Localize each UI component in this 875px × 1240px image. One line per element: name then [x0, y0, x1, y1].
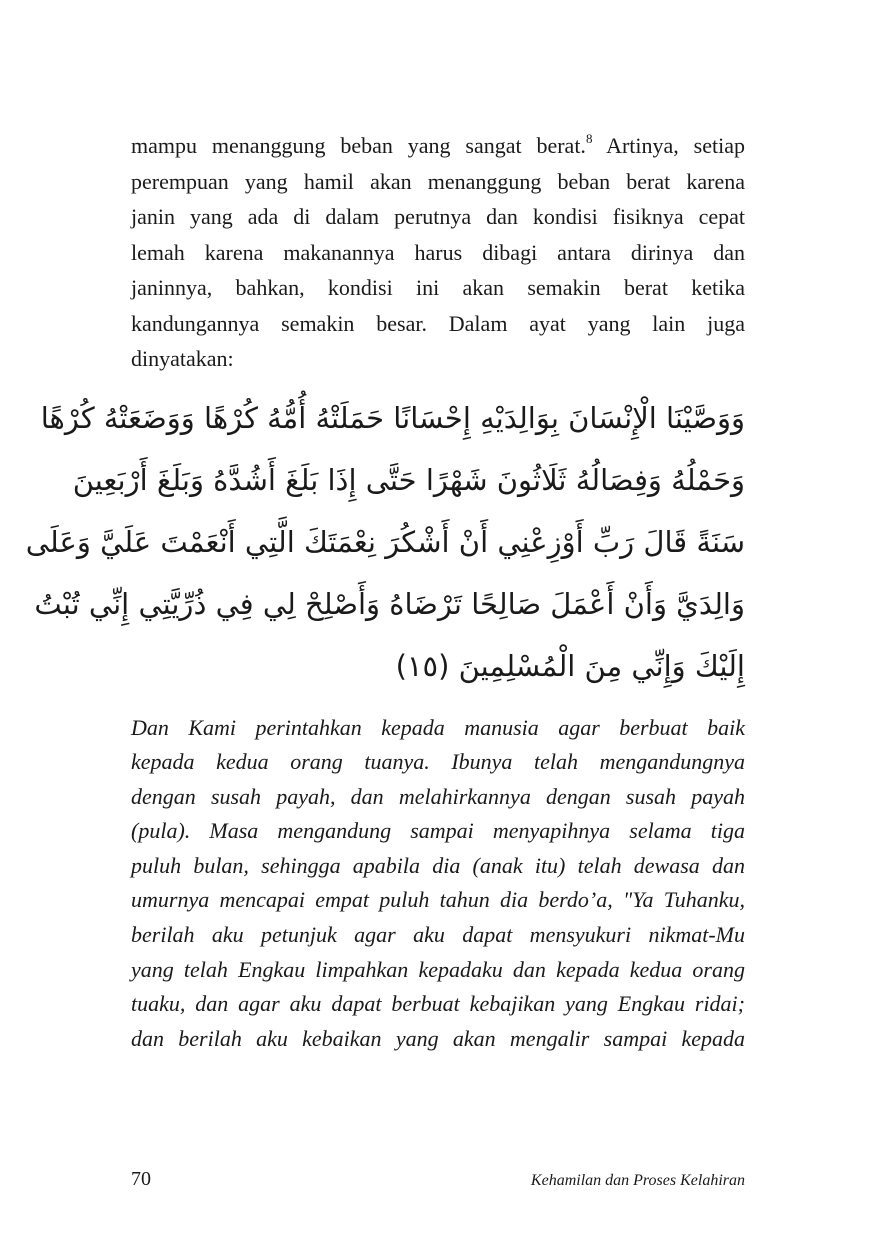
verse-translation [131, 711, 745, 1057]
intro-line-1 [131, 128, 745, 164]
page-number: 70 [131, 1168, 151, 1190]
translation-line-3: dengan susah payah, dan melahirkannya dengan susah payah [131, 783, 745, 809]
intro-line-5: janinnya, bahkan, kondisi ini akan semakin berat ketika [131, 275, 745, 300]
page-footer [131, 1168, 745, 1198]
intro-text-after-footnote: Artinya, setiap [592, 133, 745, 158]
intro-text-before-footnote: mampu menanggung beban yang sangat berat. [131, 133, 586, 158]
arabic-line-3: سَنَةً قَالَ رَبِّ أَوْزِعْنِي أَنْ أَشْكُرَ نِعْمَتَكَ الَّتِي أَنْعَمْتَ عَلَيَّ وَعَلَى [25, 524, 745, 559]
translation-line-7: berilah aku petunjuk agar aku dapat mensyukuri nikmat-Mu [131, 922, 745, 948]
translation-line-10: dan berilah aku kebaikan yang akan mengalir sampai kepada [131, 1025, 745, 1051]
translation-line-9: tuaku, dan agar aku dapat berbuat kebajikan yang Engkau ridai; [131, 991, 745, 1017]
intro-line-7: dinyatakan: [131, 346, 234, 371]
arabic-line-2: وَحَمْلُهُ وَفِصَالُهُ ثَلَاثُونَ شَهْرًا حَتَّى إِذَا بَلَغَ أَشُدَّهُ وَبَلَغَ أَرْبَعِينَ [72, 462, 745, 497]
intro-line-2: perempuan yang hamil akan menanggung beban berat karena [131, 168, 745, 194]
arabic-line-5: إِلَيْكَ وَإِنِّي مِنَ الْمُسْلِمِينَ (١٥) [395, 648, 745, 683]
intro-line-4: lemah karena makanannya harus dibagi antara dirinya dan [131, 239, 745, 265]
arabic-line-4: وَالِدَيَّ وَأَنْ أَعْمَلَ صَالِحًا تَرْضَاهُ وَأَصْلِحْ لِي فِي ذُرِّيَّتِي إِنِّي تُبْتُ [34, 586, 745, 621]
quran-verse [25, 387, 745, 697]
translation-line-6: umurnya mencapai empat puluh tahun dia berdo’a, "Ya Tuhanku, [131, 887, 745, 913]
intro-paragraph [131, 128, 745, 377]
running-title: Kehamilan dan Proses Kelahiran [530, 1172, 745, 1189]
intro-line-6: kandungannya semakin besar. Dalam ayat yang lain juga [131, 310, 745, 336]
footnote-reference[interactable]: 8 [585, 131, 593, 146]
intro-line-3: janin yang ada di dalam perutnya dan kondisi fisiknya cepat [131, 204, 745, 229]
translation-line-5: puluh bulan, sehingga apabila dia (anak itu) telah dewasa dan [131, 852, 745, 878]
translation-line-8: yang telah Engkau limpahkan kepadaku dan kepada kedua orang [131, 956, 745, 982]
translation-line-4: (pula). Masa mengandung sampai menyapihnya selama tiga [131, 818, 745, 844]
arabic-line-1: وَوَصَّيْنَا الْإِنْسَانَ بِوَالِدَيْهِ إِحْسَانًا حَمَلَتْهُ أُمُّهُ كُرْهًا وَوَضَعَتْهُ كُرْهًا [40, 400, 745, 435]
page-content [25, 128, 745, 1056]
translation-line-2: kepada kedua orang tuanya. Ibunya telah mengandungnya [131, 749, 745, 775]
translation-line-1: Dan Kami perintahkan kepada manusia agar berbuat baik [131, 714, 745, 740]
